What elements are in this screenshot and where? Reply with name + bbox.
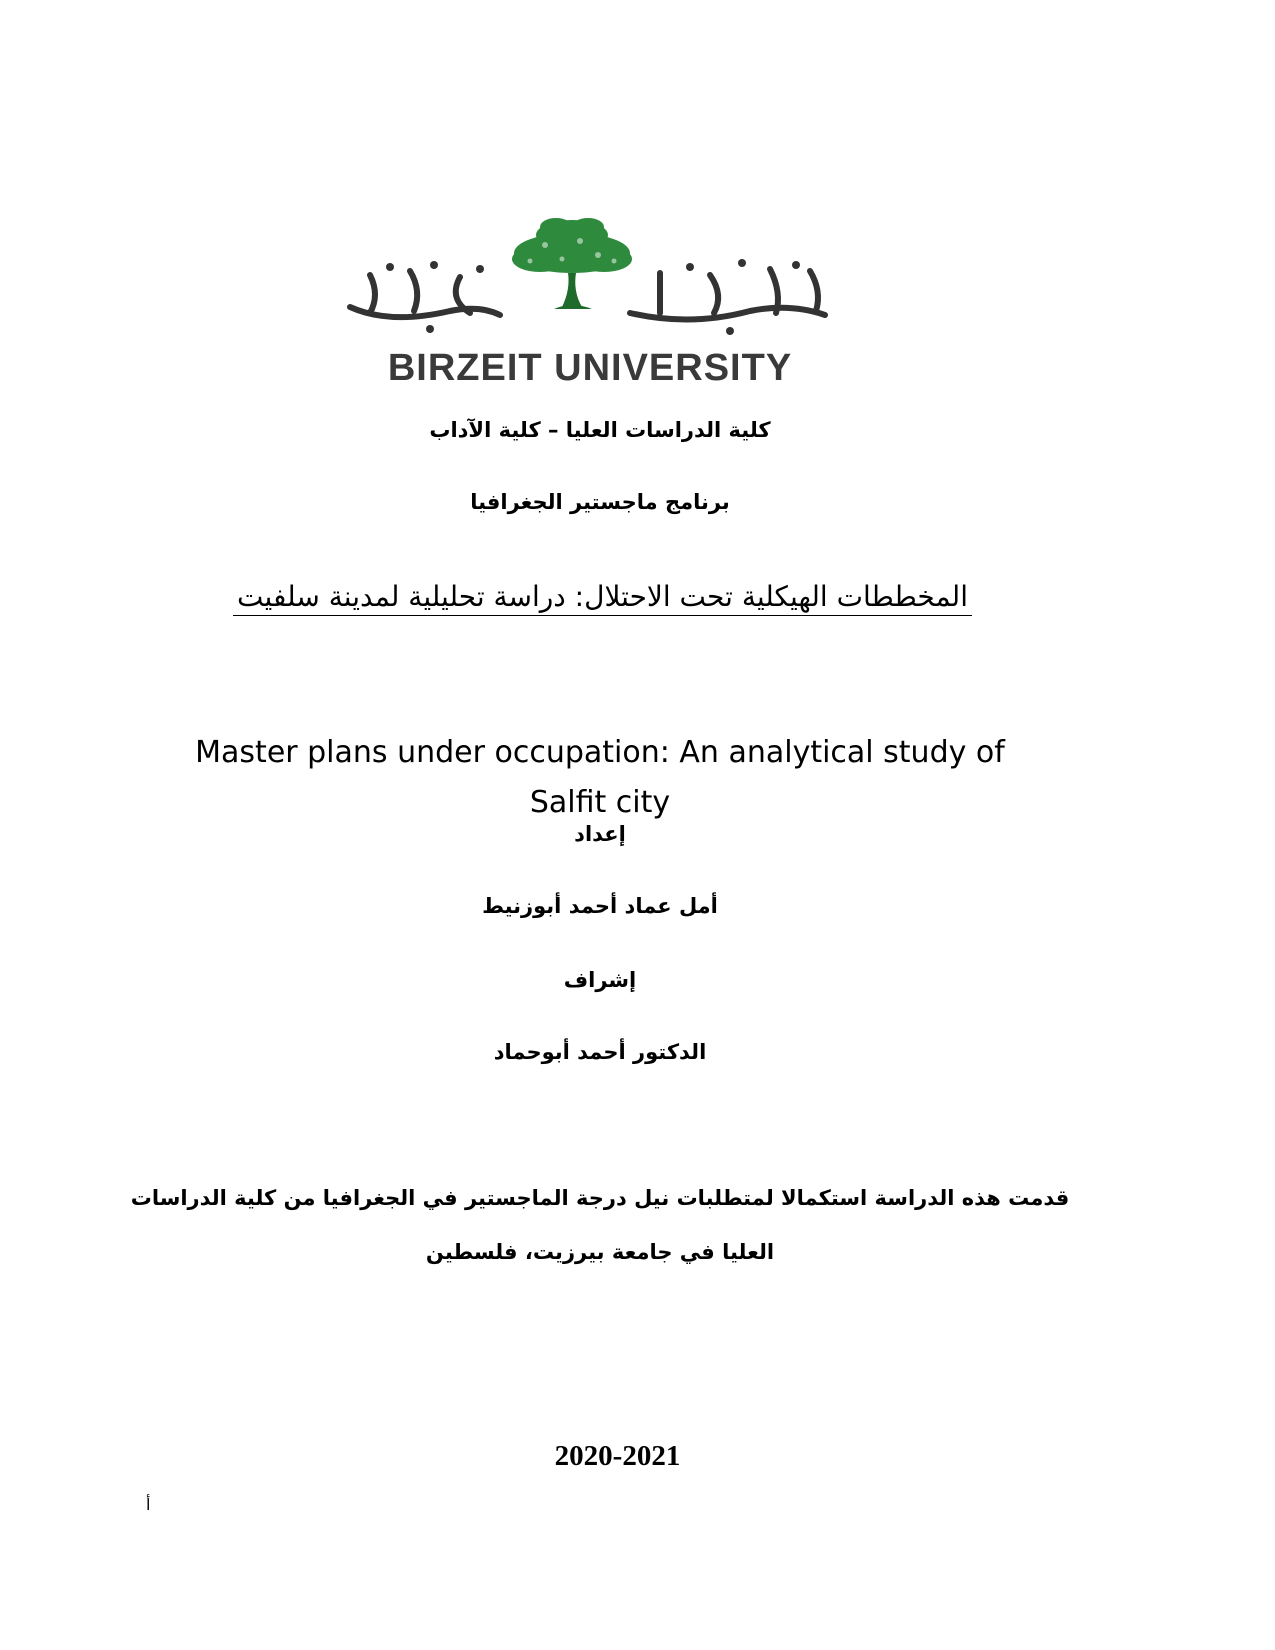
statement-line1: قدمت هذه الدراسة استكمالا لمتطلبات نيل درجة الماجستير في الجغرافيا من كلية الدراسات xyxy=(130,1186,1070,1210)
program-heading: برنامج ماجستير الجغرافيا xyxy=(470,490,730,514)
statement-line2: العليا في جامعة بيرزيت، فلسطين xyxy=(425,1240,775,1264)
english-title-line1: Master plans under occupation: An analytical study of xyxy=(195,735,1005,770)
page-number: أ xyxy=(146,1495,151,1514)
english-title xyxy=(170,728,1030,828)
arabic-title-text: المخططات الهيكلية تحت الاحتلال: دراسة تحليلية لمدينة سلفيت xyxy=(233,580,972,616)
english-title-line2: Salfit city xyxy=(529,785,671,820)
birzeit-university-logo xyxy=(330,215,850,395)
supervisor-name: الدكتور أحمد أبوحماد xyxy=(493,1040,707,1064)
olive-tree-icon xyxy=(330,215,850,350)
author-label: إعداد xyxy=(574,822,626,846)
academic-year: 2020-2021 xyxy=(554,1440,681,1472)
supervisor-label: إشراف xyxy=(563,968,637,992)
faculty-heading: كلية الدراسات العليا – كلية الآداب xyxy=(429,418,771,442)
arabic-title xyxy=(0,580,1205,613)
author-name: أمل عماد أحمد أبوزنيط xyxy=(482,894,718,918)
university-name-english: BIRZEIT UNIVERSITY xyxy=(387,347,793,389)
